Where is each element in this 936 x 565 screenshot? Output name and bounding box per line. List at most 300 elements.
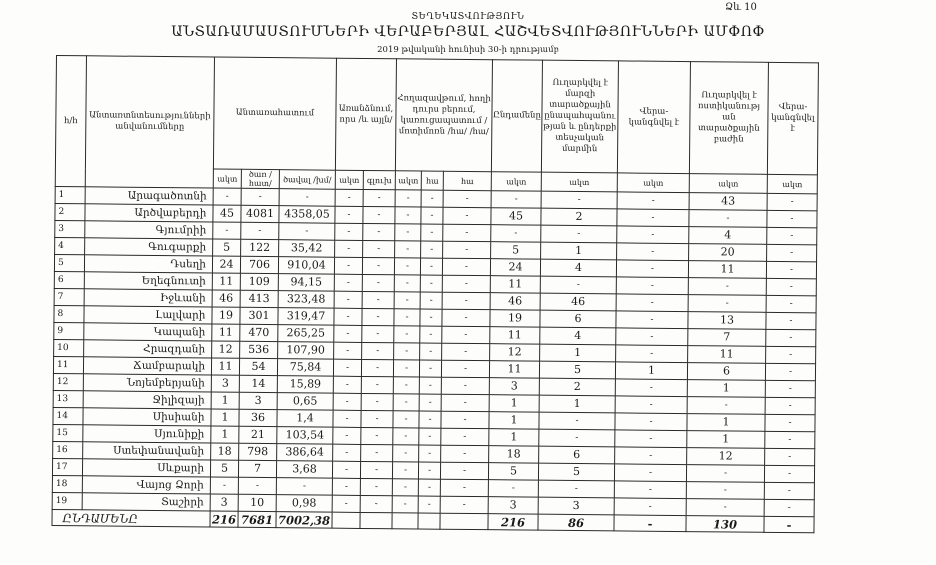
row-number: 9 <box>54 322 84 339</box>
row-number: 13 <box>53 390 83 407</box>
total-label: ԸՆԴԱՄԵՆԸ <box>52 509 210 527</box>
data-cell: - <box>360 461 392 478</box>
data-cell: 5 <box>539 361 615 379</box>
data-cell: - <box>276 478 332 496</box>
data-cell: 11 <box>688 346 766 364</box>
col-header-restored: Վերա-կանգնվել է <box>767 62 818 174</box>
data-cell: - <box>615 413 687 431</box>
data-cell: - <box>764 465 814 482</box>
data-cell: 7 <box>238 460 276 477</box>
forestry-name: Հրազդանի <box>84 340 212 358</box>
data-cell: 13 <box>688 312 766 330</box>
data-cell: - <box>689 210 767 228</box>
data-cell: - <box>333 427 361 444</box>
data-cell: - <box>361 410 393 427</box>
data-cell: - <box>538 480 614 498</box>
data-cell: - <box>419 377 441 394</box>
forestry-name: Լալվարի <box>84 306 212 324</box>
data-cell: 2 <box>541 208 617 226</box>
col-header-seized: Առանձնում, որս /և այլն/ <box>335 58 396 171</box>
data-cell: - <box>686 465 764 483</box>
row-number: 11 <box>53 356 83 373</box>
data-cell: - <box>617 243 689 261</box>
row-number: 18 <box>52 475 82 492</box>
data-cell: 706 <box>240 256 278 273</box>
forestry-name: Ճամբարակի <box>83 357 211 375</box>
data-cell: 470 <box>240 324 278 341</box>
data-cell: - <box>333 359 361 376</box>
sub-header-act: ակտ <box>395 171 421 190</box>
data-cell: - <box>615 396 687 414</box>
data-cell: - <box>687 397 765 415</box>
data-cell: - <box>419 360 441 377</box>
data-cell: 14 <box>239 375 277 392</box>
data-cell: 6 <box>540 310 616 328</box>
data-cell: - <box>362 308 394 325</box>
row-number: 2 <box>55 203 85 220</box>
data-cell: - <box>765 431 815 448</box>
data-cell: - <box>491 191 541 208</box>
data-cell: - <box>394 275 420 292</box>
data-cell: 11 <box>212 273 240 290</box>
sub-header-act: ակտ <box>335 170 363 189</box>
data-cell: - <box>443 224 491 241</box>
data-cell: - <box>539 429 615 447</box>
sub-header-volume: ծավալ /խմ/ <box>279 170 335 190</box>
data-cell: - <box>210 477 238 494</box>
data-cell: - <box>363 240 395 257</box>
data-cell: - <box>421 241 443 258</box>
data-cell: - <box>395 207 421 224</box>
data-cell: 3,68 <box>276 461 332 479</box>
data-cell: 1 <box>615 362 687 380</box>
data-cell: 46 <box>212 290 240 307</box>
data-cell: - <box>766 312 816 329</box>
data-cell: - <box>440 479 488 496</box>
data-cell: 75,84 <box>277 359 333 377</box>
data-cell: - <box>617 192 689 210</box>
data-cell: - <box>395 241 421 258</box>
row-number: 4 <box>55 237 85 254</box>
data-cell: - <box>394 292 420 309</box>
data-cell: - <box>418 462 440 479</box>
data-cell: - <box>332 478 360 495</box>
data-cell: - <box>393 394 419 411</box>
data-cell: 536 <box>240 341 278 358</box>
data-cell: 46 <box>490 293 540 310</box>
data-cell: 5 <box>538 463 614 481</box>
data-cell: - <box>361 393 393 410</box>
forestry-name: Արծվաբերդի <box>85 204 213 222</box>
data-cell: - <box>392 496 418 513</box>
data-cell: - <box>393 360 419 377</box>
data-cell: 301 <box>240 307 278 324</box>
data-cell: 94,15 <box>278 274 334 292</box>
forestry-name: Գուգարքի <box>85 238 213 256</box>
data-cell: - <box>361 359 393 376</box>
total-cell: 216 <box>488 514 538 530</box>
data-cell: 10 <box>238 494 276 511</box>
total-cell <box>440 513 488 529</box>
data-cell: - <box>418 496 440 513</box>
data-cell: - <box>363 189 395 206</box>
data-cell: - <box>617 209 689 227</box>
data-cell: - <box>440 496 488 513</box>
data-cell: - <box>241 222 279 239</box>
data-cell: 4 <box>540 327 616 345</box>
data-cell: - <box>420 292 442 309</box>
data-cell: 1 <box>211 392 239 409</box>
data-cell: - <box>765 363 815 380</box>
data-cell: - <box>766 261 816 278</box>
data-cell: 3 <box>488 497 538 514</box>
data-cell: - <box>279 189 335 207</box>
data-cell: - <box>615 430 687 448</box>
row-number: 1 <box>55 186 85 203</box>
data-cell: - <box>394 326 420 343</box>
data-cell: - <box>420 309 442 326</box>
sub-header-tree: ծառ /հատ/ <box>241 169 279 188</box>
data-cell: - <box>332 461 360 478</box>
col-header-number: հ/հ <box>55 56 86 187</box>
data-cell: - <box>361 444 393 461</box>
data-cell: - <box>616 345 688 363</box>
total-cell <box>360 512 392 528</box>
total-cell: - <box>764 516 814 532</box>
data-cell: 19 <box>490 310 540 327</box>
data-cell: 18 <box>489 446 539 463</box>
data-cell: 36 <box>239 409 277 426</box>
data-cell: 1,4 <box>277 410 333 428</box>
data-cell: 2 <box>539 378 615 396</box>
data-cell: - <box>335 189 363 206</box>
data-cell: 319,47 <box>278 308 334 326</box>
data-cell: 1 <box>211 426 239 443</box>
forestry-name: Սևքարի <box>82 459 210 477</box>
data-cell: - <box>362 325 394 342</box>
data-cell: 265,25 <box>278 325 334 343</box>
data-cell: 18 <box>211 443 239 460</box>
data-cell: 3 <box>211 375 239 392</box>
data-cell: - <box>334 308 362 325</box>
data-cell: - <box>238 477 276 494</box>
data-cell: 122 <box>241 239 279 256</box>
sub-header-act: ակտ <box>767 174 817 193</box>
data-cell: - <box>616 260 688 278</box>
data-cell: 7 <box>688 329 766 347</box>
data-cell: - <box>361 427 393 444</box>
data-cell: 11 <box>490 276 540 293</box>
total-cell: 7681 <box>238 511 276 527</box>
row-number: 15 <box>53 424 83 441</box>
data-cell: 323,48 <box>278 291 334 309</box>
data-cell: 5 <box>491 242 541 259</box>
data-cell: 413 <box>240 290 278 307</box>
data-cell: - <box>334 342 362 359</box>
data-cell: - <box>335 206 363 223</box>
data-cell: 103,54 <box>277 427 333 445</box>
data-cell: - <box>335 223 363 240</box>
sub-header-act: ակտ <box>491 172 541 191</box>
data-cell: 3 <box>210 494 238 511</box>
data-cell: - <box>334 325 362 342</box>
data-cell: 798 <box>239 443 277 460</box>
data-cell: - <box>442 292 490 309</box>
data-cell: 12 <box>490 344 540 361</box>
data-cell: - <box>393 428 419 445</box>
data-cell: - <box>420 326 442 343</box>
data-cell: - <box>539 412 615 430</box>
data-cell: - <box>766 346 816 363</box>
data-cell: - <box>362 342 394 359</box>
data-cell: 4081 <box>241 205 279 222</box>
row-number: 14 <box>53 407 83 424</box>
row-number: 19 <box>52 492 82 509</box>
forestry-name: Սիսիանի <box>83 408 211 426</box>
forestry-name: Տաշիրի <box>82 493 210 511</box>
row-number: 12 <box>53 373 83 390</box>
total-cell: 7002,38 <box>276 512 332 529</box>
data-cell: 386,64 <box>277 444 333 462</box>
data-cell: - <box>767 227 817 244</box>
row-number: 6 <box>54 271 84 288</box>
table-body <box>52 186 817 516</box>
data-cell: - <box>279 223 335 241</box>
data-cell: 24 <box>490 259 540 276</box>
data-cell: - <box>420 275 442 292</box>
data-cell: 12 <box>212 341 240 358</box>
data-cell: - <box>766 295 816 312</box>
total-cell <box>418 513 440 529</box>
form-number: Ձև 10 <box>725 2 757 13</box>
total-cell: 86 <box>538 514 614 531</box>
col-header-forest: Անտառահատում <box>213 57 336 170</box>
data-cell: 5 <box>210 460 238 477</box>
total-cell: 130 <box>686 516 764 533</box>
data-cell: - <box>765 414 815 431</box>
data-cell: 15,89 <box>277 376 333 394</box>
data-cell: 3 <box>538 497 614 515</box>
data-cell: 11 <box>211 358 239 375</box>
sub-header-act: ակտ <box>213 169 241 188</box>
data-cell: - <box>766 278 816 295</box>
data-cell: - <box>332 495 360 512</box>
data-cell: - <box>616 311 688 329</box>
total-cell: 216 <box>210 511 238 527</box>
sub-header-act: ակտ <box>689 174 767 194</box>
data-cell: 46 <box>540 293 616 311</box>
data-cell: - <box>421 224 443 241</box>
data-cell: - <box>360 495 392 512</box>
data-cell: - <box>442 326 490 343</box>
data-cell: - <box>213 188 241 205</box>
data-cell: 11 <box>688 261 766 279</box>
col-header-reviewed: Վերա-կանգնվել է <box>617 61 690 174</box>
data-cell: - <box>441 377 489 394</box>
data-cell: - <box>488 480 538 497</box>
total-cell: - <box>614 515 686 532</box>
data-cell: - <box>686 499 764 517</box>
data-cell: 6 <box>687 363 765 381</box>
data-cell: 1 <box>541 242 617 260</box>
data-cell: - <box>334 291 362 308</box>
data-cell: - <box>443 207 491 224</box>
data-cell: 1 <box>489 395 539 412</box>
data-cell: - <box>393 445 419 462</box>
data-cell: - <box>764 499 814 516</box>
forestry-name: Դսեղի <box>84 255 212 273</box>
data-cell: - <box>540 276 616 294</box>
data-cell: - <box>419 394 441 411</box>
data-cell: 5 <box>213 239 241 256</box>
data-cell: 6 <box>539 446 615 464</box>
data-cell: - <box>419 411 441 428</box>
data-cell: - <box>440 462 488 479</box>
data-cell: 20 <box>689 244 767 262</box>
data-cell: - <box>419 445 441 462</box>
data-cell: - <box>442 343 490 360</box>
data-cell: 1 <box>489 412 539 429</box>
data-cell: - <box>541 191 617 209</box>
data-cell: - <box>420 258 442 275</box>
data-cell: - <box>764 482 814 499</box>
data-cell: - <box>441 445 489 462</box>
data-cell: 4 <box>689 227 767 245</box>
data-cell: 24 <box>212 256 240 273</box>
data-cell: - <box>241 188 279 205</box>
forestry-name: Արագածոտնի <box>85 187 213 205</box>
report-table <box>51 55 818 533</box>
data-cell: - <box>443 190 491 207</box>
col-header-total: Ընդամենը <box>491 60 542 172</box>
forestry-name: Վայոց Ձորի <box>82 476 210 494</box>
data-cell: 1 <box>489 429 539 446</box>
data-cell: - <box>361 376 393 393</box>
forestry-name: Եղեգնուտի <box>84 272 212 290</box>
data-cell: - <box>395 190 421 207</box>
data-cell: - <box>363 206 395 223</box>
data-cell: - <box>393 377 419 394</box>
data-cell: - <box>395 224 421 241</box>
data-cell: - <box>616 294 688 312</box>
data-cell: - <box>394 258 420 275</box>
data-cell: - <box>767 193 817 210</box>
data-cell: - <box>363 223 395 240</box>
data-cell: - <box>765 448 815 465</box>
row-number: 8 <box>54 305 84 322</box>
data-cell: - <box>443 241 491 258</box>
agency-label: ՏԵՂԵԿԱՏՎՈՒԹՅՈՒՆ <box>411 12 525 22</box>
data-cell: - <box>392 479 418 496</box>
data-cell: - <box>333 393 361 410</box>
data-cell: - <box>616 277 688 295</box>
data-cell: 4358,05 <box>279 206 335 224</box>
data-cell: - <box>213 222 241 239</box>
data-cell: 910,04 <box>278 257 334 275</box>
data-cell: 11 <box>490 327 540 344</box>
data-cell: 0,98 <box>276 495 332 513</box>
data-cell: 54 <box>239 358 277 375</box>
data-cell: - <box>614 481 686 499</box>
forestry-name: Սյունիքի <box>83 425 211 443</box>
data-cell: - <box>334 274 362 291</box>
row-number: 17 <box>52 458 82 475</box>
data-cell: 1 <box>687 414 765 432</box>
data-cell: 19 <box>212 307 240 324</box>
row-number: 10 <box>54 339 84 356</box>
data-cell: - <box>362 257 394 274</box>
data-cell: 12 <box>687 448 765 466</box>
data-cell: - <box>767 244 817 261</box>
data-cell: - <box>765 397 815 414</box>
col-header-transferred: Հողազավթում, հողի դուրս բերում, կառուցապատում /մոտիմոռն /հա/ /հա/ <box>395 59 492 172</box>
data-cell: - <box>767 210 817 227</box>
data-cell: - <box>441 394 489 411</box>
data-cell: 1 <box>539 395 615 413</box>
data-cell: - <box>335 240 363 257</box>
data-cell: - <box>688 295 766 313</box>
col-header-police: Ուղարկվել է ոստիկանությ ան տարածքային բաժին <box>689 62 768 175</box>
data-cell: - <box>394 309 420 326</box>
data-cell: 4 <box>540 259 616 277</box>
data-cell: - <box>392 462 418 479</box>
data-cell: - <box>362 291 394 308</box>
data-cell: - <box>362 274 394 291</box>
data-cell: - <box>419 428 441 445</box>
data-cell: - <box>333 444 361 461</box>
data-cell: 1 <box>687 431 765 449</box>
data-cell: - <box>334 257 362 274</box>
data-cell: - <box>333 376 361 393</box>
forestry-name: Գյումրիի <box>85 221 213 239</box>
col-header-court: Ուղարկվել է մարզի տարածքային ընապահպանու թյան և ընդերքի տեսչական մարմին <box>541 60 618 173</box>
data-cell: 45 <box>213 205 241 222</box>
data-cell: 35,42 <box>279 240 335 258</box>
row-number: 7 <box>54 288 84 305</box>
document-title: ԱՆՏԱՌԱՄԱՍՏՈՒՄՆԵՐԻ ՎԵՐԱԲԵՐՅԱԼ ՀԱՇՎԵՏՎՈՒԹՅՈՒՆՆԵՐԻ ԱՄՓՈՓ <box>171 24 765 40</box>
data-cell: - <box>765 380 815 397</box>
data-cell: 3 <box>489 378 539 395</box>
sub-header-ha: հա <box>443 171 491 190</box>
data-cell: 3 <box>239 392 277 409</box>
total-cell <box>392 513 418 529</box>
data-cell: 11 <box>489 361 539 378</box>
data-cell: - <box>420 343 442 360</box>
forestry-name: Ջիլիզայի <box>83 391 211 409</box>
sub-header-act: ակտ <box>541 172 617 192</box>
data-cell: - <box>541 225 617 243</box>
data-cell: - <box>418 479 440 496</box>
data-cell: 21 <box>239 426 277 443</box>
data-cell: - <box>333 410 361 427</box>
col-header-name: Անտառտնտեսությունների անվանումները <box>85 56 214 188</box>
data-cell: - <box>616 328 688 346</box>
data-cell: - <box>615 379 687 397</box>
data-cell: - <box>686 482 764 500</box>
forestry-name: Կապանի <box>84 323 212 341</box>
forestry-name: Իջևանի <box>84 289 212 307</box>
data-cell: - <box>360 478 392 495</box>
data-cell: 5 <box>488 463 538 480</box>
data-cell: - <box>441 360 489 377</box>
data-cell: 0,65 <box>277 393 333 411</box>
data-cell: - <box>615 447 687 465</box>
data-cell: - <box>441 411 489 428</box>
data-cell: 1 <box>211 409 239 426</box>
data-cell: 107,90 <box>278 342 334 360</box>
data-cell: 11 <box>212 324 240 341</box>
data-cell: 1 <box>687 380 765 398</box>
